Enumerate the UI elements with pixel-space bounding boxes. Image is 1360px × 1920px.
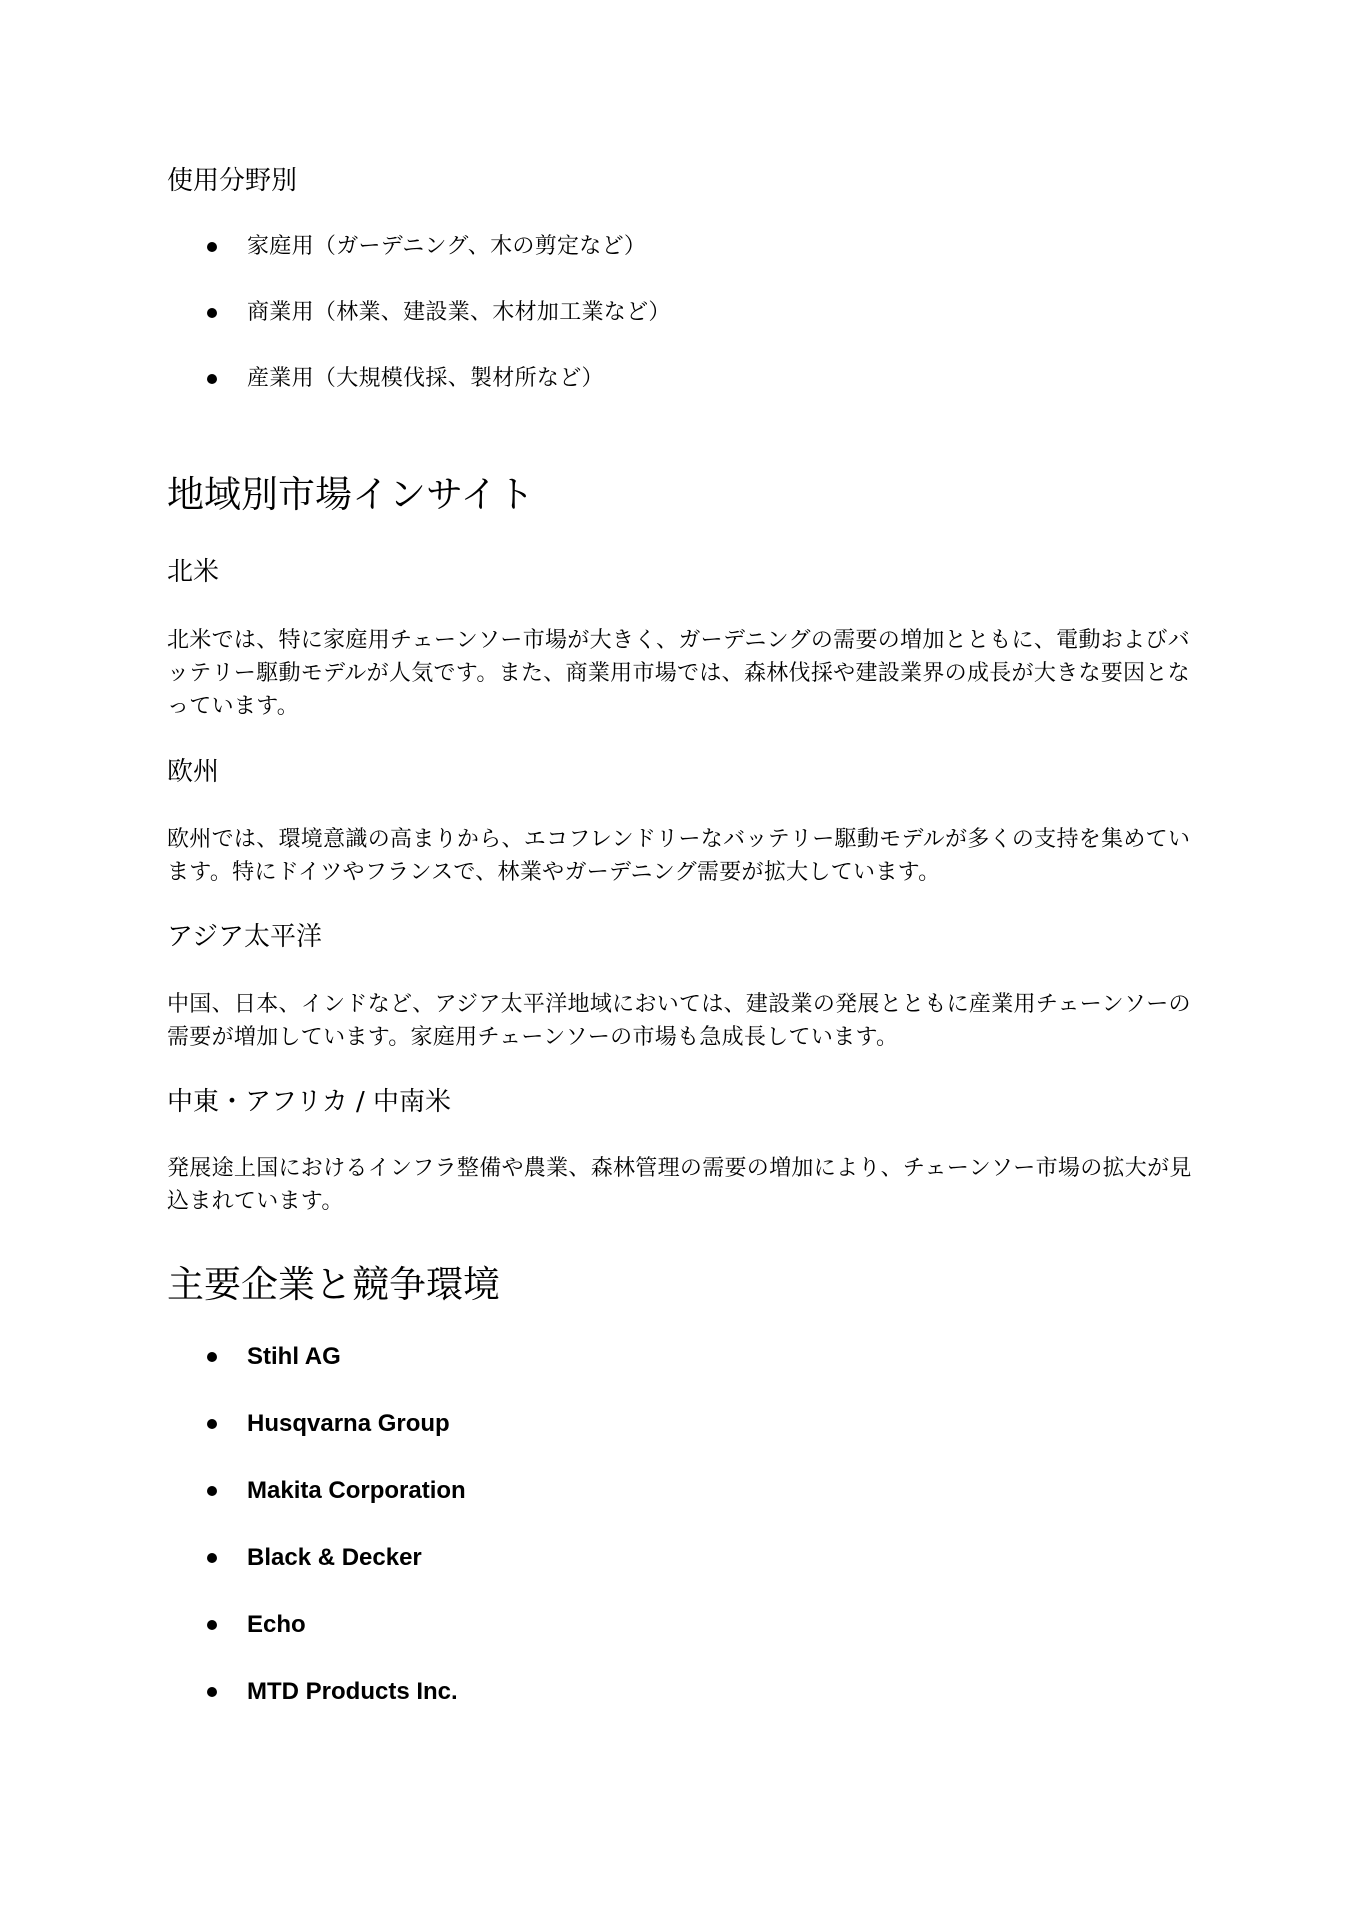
bullet-icon <box>207 242 217 252</box>
company-name: Stihl AG <box>247 1343 341 1370</box>
company-list-item <box>207 1342 341 1372</box>
region-text-mea-latam: 発展途上国におけるインフラ整備や農業、森林管理の需要の増加により、チェーンソー市場の拡大が見込まれています。 <box>167 1156 1192 1214</box>
company-name: MTD Products Inc. <box>247 1678 458 1705</box>
bullet-icon <box>207 1352 217 1362</box>
bullet-icon <box>207 1553 217 1563</box>
bullet-icon <box>207 1486 217 1496</box>
bullet-icon <box>207 1620 217 1630</box>
usage-item-text: 家庭用（ガーデニング、木の剪定など） <box>247 234 647 259</box>
company-name: Echo <box>247 1611 306 1638</box>
company-name: Makita Corporation <box>247 1477 466 1504</box>
company-list-item <box>207 1409 450 1439</box>
usage-item-text: 産業用（大規模伐採、製材所など） <box>247 366 604 391</box>
region-text-north-america: 北米では、特に家庭用チェーンソー市場が大きく、ガーデニングの需要の増加とともに、電動およびバッテリー駆動モデルが人気です。また、商業用市場では、森林伐採や建設業界の成長が大きな要因となっています。 <box>167 628 1190 719</box>
company-list-item <box>207 1610 306 1640</box>
company-list-item <box>207 1677 458 1707</box>
region-heading-asia-pacific: アジア太平洋 <box>167 922 322 952</box>
companies-heading: 主要企業と競争環境 <box>167 1263 500 1306</box>
company-name: Husqvarna Group <box>247 1410 450 1437</box>
region-text-asia-pacific: 中国、日本、インドなど、アジア太平洋地域においては、建設業の発展とともに産業用チェーンソーの需要が増加しています。家庭用チェーンソーの市場も急成長しています。 <box>167 992 1191 1050</box>
usage-list-item <box>207 232 646 262</box>
usage-list-item <box>207 298 671 328</box>
bullet-icon <box>207 1419 217 1429</box>
bullet-icon <box>207 1687 217 1697</box>
regional-heading: 地域別市場インサイト <box>167 473 535 516</box>
region-text-europe: 欧州では、環境意識の高まりから、エコフレンドリーなバッテリー駆動モデルが多くの支持を集めています。特にドイツやフランスで、林業やガーデニング需要が拡大しています。 <box>167 827 1191 885</box>
region-heading-europe: 欧州 <box>167 757 220 787</box>
company-list-item <box>207 1543 422 1573</box>
usage-item-text: 商業用（林業、建設業、木材加工業など） <box>247 300 671 325</box>
bullet-icon <box>207 308 217 318</box>
bullet-icon <box>207 374 217 384</box>
usage-list-item <box>207 364 604 394</box>
region-heading-north-america: 北米 <box>167 557 220 587</box>
company-name: Black & Decker <box>247 1544 422 1571</box>
region-heading-mea-latam: 中東・アフリカ / 中南米 <box>167 1087 451 1117</box>
usage-heading: 使用分野別 <box>167 166 298 196</box>
company-list-item <box>207 1476 466 1506</box>
